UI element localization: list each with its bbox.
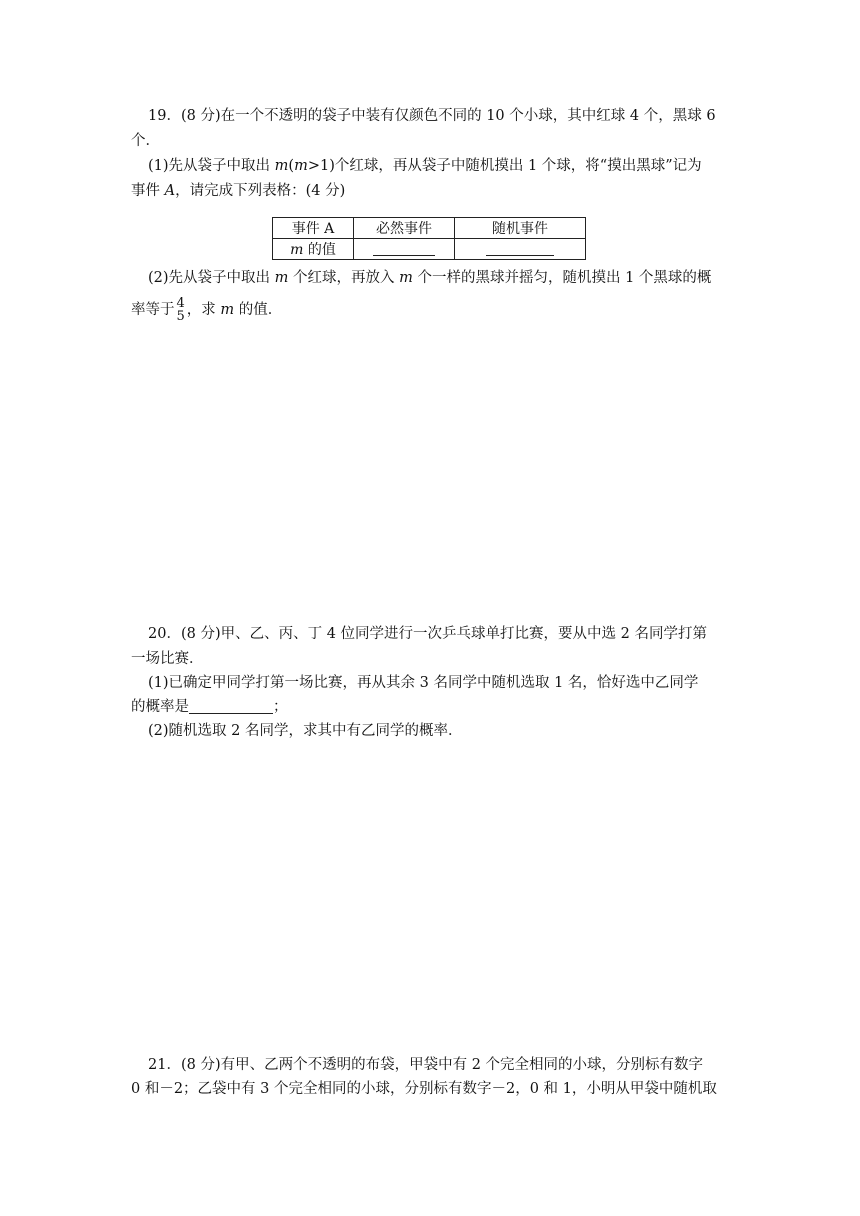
q20-part1-line2: 的概率是 ； <box>131 699 288 715</box>
q19-part1-line2: 事件 A，请完成下列表格：(4 分) <box>131 183 346 199</box>
table-header-event: 事件 A <box>273 218 354 239</box>
q19-part2-line1: (2)先从袋子中取出 m 个红球，再放入 m 个一样的黑球并摇匀，随机摸出 1 个黑球的概 <box>148 270 712 286</box>
answer-blank-random[interactable] <box>455 239 586 260</box>
table-row <box>273 239 586 260</box>
q19-stem-line1: 19．(8 分)在一个不透明的袋子中装有仅颜色不同的 10 个小球，其中红球 4 个，黑球 6 <box>148 108 716 124</box>
table-row <box>273 218 586 239</box>
q21-stem-line1: 21．(8 分)有甲、乙两个不透明的布袋，甲袋中有 2 个完全相同的小球，分别标有数字 <box>148 1057 704 1073</box>
q20-part2: (2)随机选取 2 名同学，求其中有乙同学的概率． <box>148 723 463 739</box>
q19-event-table <box>272 217 586 260</box>
q19-stem-line2: 个． <box>131 133 160 149</box>
table-row-label-m: m 的值 <box>273 239 354 260</box>
answer-blank-probability[interactable] <box>189 699 273 714</box>
q20-stem-line2: 一场比赛． <box>131 651 204 667</box>
table-header-certain: 必然事件 <box>354 218 455 239</box>
q21-stem-line2: 0 和－2；乙袋中有 3 个完全相同的小球，分别标有数字－2，0 和 1，小明从甲袋中随机取 <box>131 1081 717 1097</box>
q19-part1-line1: (1)先从袋子中取出 m(m>1)个红球，再从袋子中随机摸出 1 个球，将“摸出黑球”记为 <box>148 158 702 174</box>
q19-part2-line2: 率等于 4 5 ，求 m 的值． <box>131 296 283 324</box>
q20-stem-line1: 20．(8 分)甲、乙、丙、丁 4 位同学进行一次乒乓球单打比赛，要从中选 2 名同学打第 <box>148 626 707 642</box>
q20-part1-line1: (1)已确定甲同学打第一场比赛，再从其余 3 名同学中随机选取 1 名，恰好选中乙同学 <box>148 675 699 691</box>
answer-blank-certain[interactable] <box>354 239 455 260</box>
table-header-random: 随机事件 <box>455 218 586 239</box>
fraction-four-fifths: 4 5 <box>176 296 185 324</box>
